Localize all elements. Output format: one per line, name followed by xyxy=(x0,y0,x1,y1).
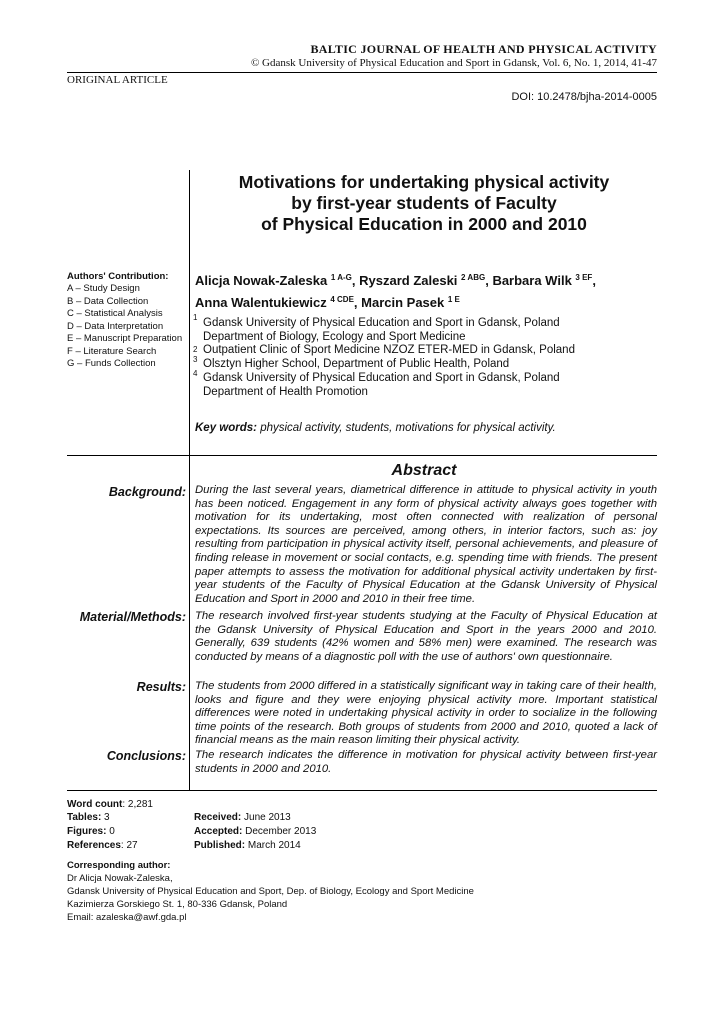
references-count xyxy=(67,840,138,851)
author-name: Barbara Wilk xyxy=(492,273,572,288)
corresponding-heading: Corresponding author: xyxy=(67,860,171,871)
background-text: During the last several years, diametrical difference in attitude to physical activity in youth has been noticed. Engagement in any form of physical activity always goes together with motivation for its undertaking, most often connected with realization of personal expectations. Its sources are perceived, among others, in interior factors, such as: joy resulting from participation in physical activity itself, personal achievements, and pleasure of finding release in movement or social contacts, e.g. spending time with friends. The present paper attempts to assess the motivation for additional physical activity undertaken by first-year students of the Faculty of Physical Education at the Gdansk University of Physical Education and Sport in 2000 and 2010 in their free time. xyxy=(195,484,657,605)
section-rule xyxy=(67,455,657,456)
author-separator: , xyxy=(485,273,493,288)
figures-value: 0 xyxy=(106,826,115,837)
published-label: Published: xyxy=(194,840,246,851)
methods-label: Material/Methods: xyxy=(79,610,186,624)
contribution-item: G – Funds Collection xyxy=(67,358,156,369)
received-date xyxy=(194,812,291,823)
conclusions-label: Conclusions: xyxy=(106,749,186,763)
references-label: References xyxy=(67,840,121,851)
affiliation-line: Department of Biology, Ecology and Sport Medicine xyxy=(203,330,466,343)
references-value: : 27 xyxy=(120,840,138,851)
author-separator: , xyxy=(592,273,596,288)
corresponding-line: Kazimierza Gorskiego St. 1, 80-336 Gdansk, Poland xyxy=(67,899,288,910)
contribution-item: D – Data Interpretation xyxy=(67,320,164,332)
corresponding-email[interactable]: Email: azaleska@awf.gda.pl xyxy=(67,912,187,923)
results-label: Results: xyxy=(136,680,186,694)
title-line-2: by first-year students of Faculty xyxy=(291,193,557,213)
abstract-bottom-rule xyxy=(67,790,657,791)
abstract-heading: Abstract xyxy=(391,462,457,479)
corresponding-line: Gdansk University of Physical Education and Sport, Dep. of Biology, Ecology and Sport Medicine xyxy=(67,886,474,897)
affiliation-number: 3 xyxy=(193,355,198,364)
methods-text: The research involved first-year students studying at the Faculty of Physical Education at the Gdansk University of Physical Education and Sport in the years 2000 and 2010. Generally, 639 students (42% women and 58% men) were examined. The research was conducted by means of a diagnostic poll with the use of authors' own questionnaire. xyxy=(195,610,657,663)
conclusions-text: The research indicates the difference in motivation for physical activity between first-year students in 2000 and 2010. xyxy=(195,749,657,775)
results-text: The students from 2000 differed in a statistically significant way in taking care of their health, looks and figure and they were enjoying physical activity more. Important statistical differences were noted in undertaking physical activity in order to socialize in the following time points of the research. Both groups of students from 2000 and 2010, quoted a lack of financial means as the main reason limiting their physical activity. xyxy=(195,680,657,747)
keywords-label: Key words: xyxy=(195,422,257,434)
received-label: Received: xyxy=(194,812,242,823)
article-type: ORIGINAL ARTICLE xyxy=(67,74,168,86)
contribution-item: F – Literature Search xyxy=(67,345,157,357)
author-list xyxy=(195,268,655,312)
title-line-1: Motivations for undertaking physical activity xyxy=(238,172,610,192)
author-contribution-code: 1 E xyxy=(447,295,460,304)
journal-title: BALTIC JOURNAL OF HEALTH AND PHYSICAL ACTIVITY xyxy=(310,42,657,56)
header-rule xyxy=(67,72,657,73)
tables-label: Tables: xyxy=(67,812,102,823)
corresponding-line: Dr Alicja Nowak-Zaleska, xyxy=(67,873,173,884)
tables-count xyxy=(67,812,110,823)
received-value: June 2013 xyxy=(241,812,291,823)
author-contribution-code: 1 A-G xyxy=(330,273,352,282)
author-separator: , xyxy=(351,273,360,288)
published-value: March 2014 xyxy=(245,840,301,851)
affiliation-line: Department of Health Promotion xyxy=(203,385,368,398)
column-divider-bottom xyxy=(189,455,190,790)
affiliation xyxy=(203,344,575,358)
affiliation-number: 4 xyxy=(193,369,198,378)
contribution-item: C – Statistical Analysis xyxy=(67,308,163,319)
affiliation-number: 2 xyxy=(193,345,198,354)
word-count-label: Word count xyxy=(67,799,123,810)
word-count-value: : 2,281 xyxy=(122,799,153,810)
affiliation-line: Gdansk University of Physical Education and Sport in Gdansk, Poland xyxy=(203,372,560,384)
affiliation-line: Outpatient Clinic of Sport Medicine NZOZ ETER-MED in Gdansk, Poland xyxy=(203,344,575,356)
contribution-item: E – Manuscript Preparation xyxy=(67,333,183,344)
author-contribution-code: 3 EF xyxy=(575,273,593,282)
published-date xyxy=(194,840,301,851)
contribution-heading: Authors' Contribution: xyxy=(67,271,169,282)
article-title xyxy=(189,172,659,235)
keywords xyxy=(195,422,556,434)
accepted-value: December 2013 xyxy=(242,826,317,837)
affiliation-line: Gdansk University of Physical Education and Sport in Gdansk, Poland xyxy=(203,317,560,329)
tables-value: 3 xyxy=(101,812,110,823)
journal-publisher-line: © Gdansk University of Physical Education and Sport in Gdansk, Vol. 6, No. 1, 2014, 41-47 xyxy=(250,57,657,69)
accepted-label: Accepted: xyxy=(194,826,243,837)
affiliation xyxy=(203,317,560,344)
author-contribution-code: 4 CDE xyxy=(330,295,354,304)
contribution-item: A – Study Design xyxy=(67,283,140,294)
author-name: Marcin Pasek xyxy=(361,295,445,310)
word-count xyxy=(67,799,153,810)
keywords-text: physical activity, students, motivations for physical activity. xyxy=(257,422,556,434)
figures-count xyxy=(67,826,115,837)
contribution-item: B – Data Collection xyxy=(67,295,149,307)
figures-label: Figures: xyxy=(67,826,107,837)
author-name: Anna Walentukiewicz xyxy=(195,295,327,310)
author-name: Ryszard Zaleski xyxy=(359,273,458,288)
affiliation-number: 1 xyxy=(193,313,198,322)
background-label: Background: xyxy=(108,485,186,499)
accepted-date xyxy=(194,826,316,837)
doi[interactable]: DOI: 10.2478/bjha-2014-0005 xyxy=(511,91,657,103)
author-separator: , xyxy=(353,295,362,310)
author-name: Alicja Nowak-Zaleska xyxy=(195,273,328,288)
affiliation-line: Olsztyn Higher School, Department of Public Health, Poland xyxy=(203,358,510,370)
affiliation xyxy=(203,372,560,399)
author-contribution-code: 2 ABG xyxy=(461,273,486,282)
affiliation xyxy=(203,358,509,372)
title-line-3: of Physical Education in 2000 and 2010 xyxy=(261,214,587,234)
